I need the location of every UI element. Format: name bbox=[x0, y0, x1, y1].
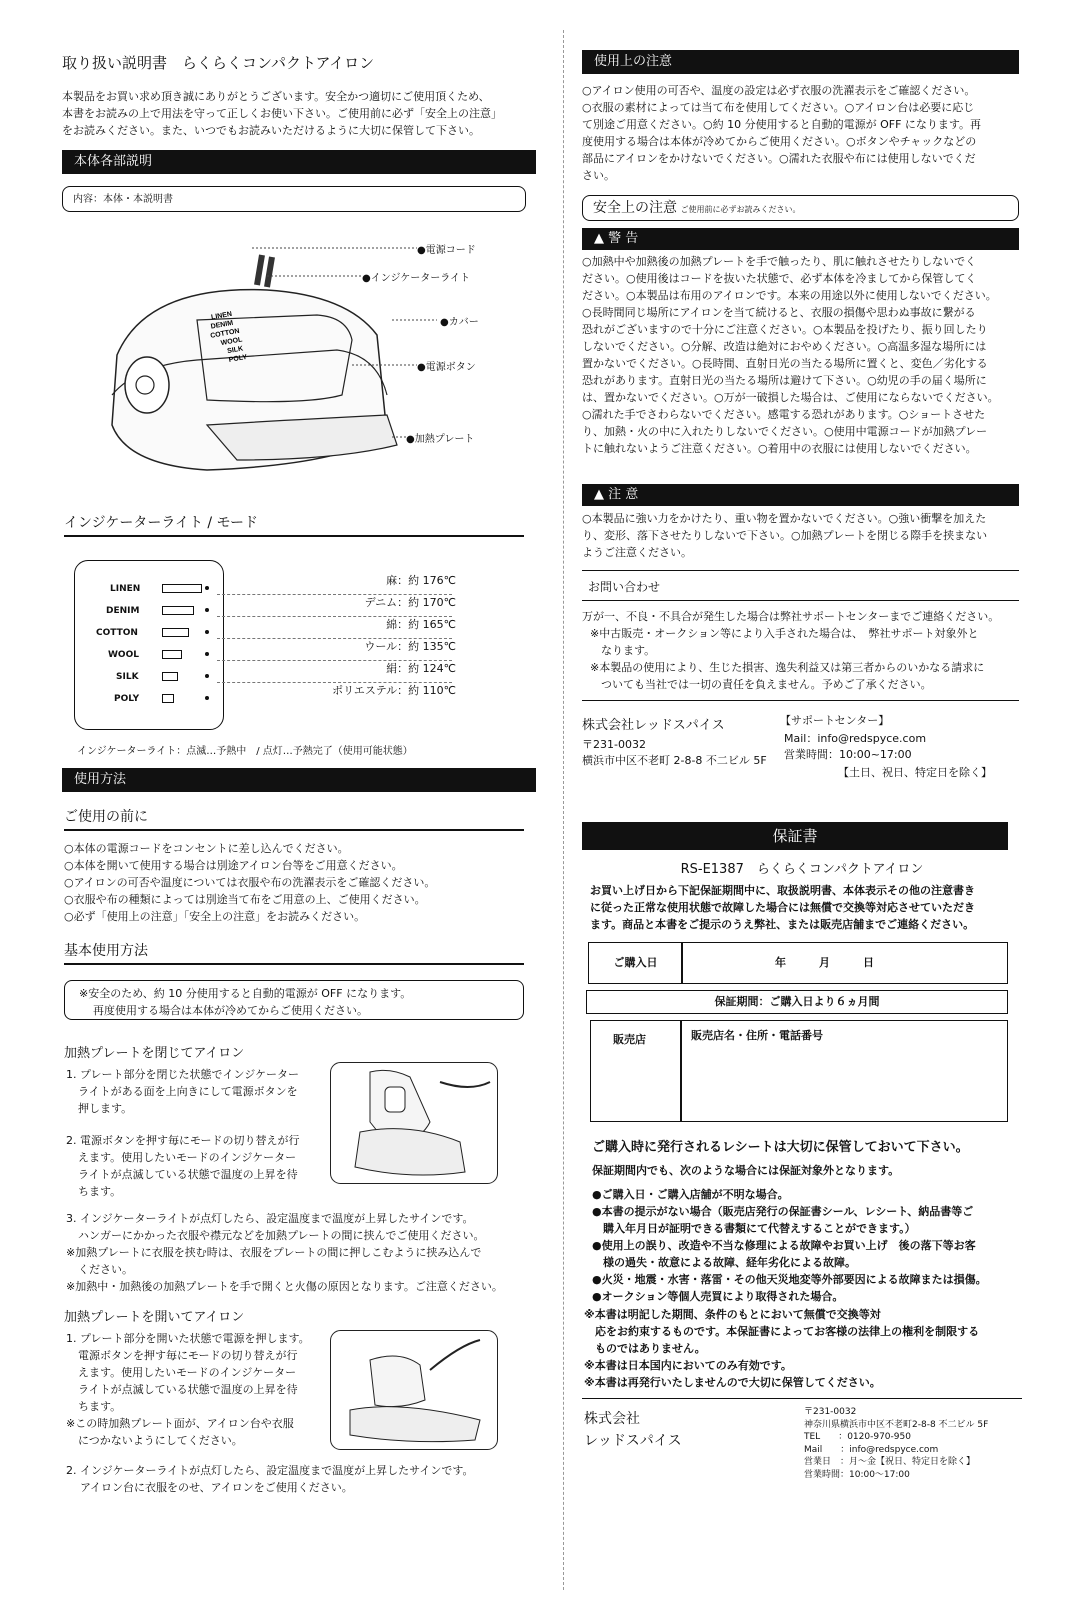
step-line: 3. インジケーターライトが点灯したら、設定温度まで温度が上昇したサインです。 bbox=[66, 1212, 474, 1225]
basic-note-line: 再度使用する場合は本体が冷めてからご使用ください。 bbox=[93, 1004, 368, 1017]
indicator-header: インジケーターライト / モード bbox=[64, 512, 524, 537]
text-line: しないでください。○分解、改造は絶対におやめください。○高温多湿な場所には bbox=[582, 340, 987, 353]
step-line: えます。使用したいモードのインジケーター bbox=[78, 1366, 297, 1379]
caution-text bbox=[582, 510, 1022, 561]
mode-name: COTTON bbox=[96, 628, 138, 638]
support-title: 【サポートセンター】 bbox=[780, 714, 890, 727]
exclusion-item: ●本書の提示がない場合（販売店発行の保証書シール、レシート、納品書等ご bbox=[592, 1205, 974, 1218]
text-line: トに触れないようご注意ください。○着用中の衣服には使用しないでください。 bbox=[582, 442, 977, 455]
exclusion-item: 購入年月日が証明できる書類にて代替えすることができます。） bbox=[592, 1222, 916, 1235]
mode-led bbox=[205, 630, 209, 634]
basic-use-note bbox=[64, 980, 524, 1020]
contact-header: お問い合わせ bbox=[588, 580, 661, 594]
closed-plate-illustration bbox=[330, 1062, 498, 1184]
mode-bar bbox=[162, 606, 194, 615]
warranty-company-2: レッドスパイス bbox=[584, 1433, 682, 1449]
warranty-notes bbox=[584, 1306, 1022, 1391]
text-line: に従った正常な使用状態で故障した場合には無償で交換等対応させていただき bbox=[590, 901, 975, 914]
label-power-cord: ●電源コード bbox=[417, 245, 476, 256]
contact-rule-bottom bbox=[582, 600, 1019, 601]
text-line: り、変形、落下させたりしないで下さい。○加熱プレートを閉じる際手を挟まない bbox=[582, 529, 988, 542]
note-line: ※本書は日本国内においてのみ有効です。 bbox=[584, 1359, 792, 1372]
info-line: 営業日 ：月〜金【祝日、特定日を除く】 bbox=[804, 1457, 976, 1467]
before-use-list bbox=[64, 840, 435, 925]
note-line: ものではありません。 bbox=[584, 1342, 706, 1355]
text-line: ようご注意ください。 bbox=[582, 546, 692, 559]
text-line: ます。商品と本書をご提示のうえ弊社、または販売店舗までご連絡ください。 bbox=[590, 918, 975, 931]
mode-name: DENIM bbox=[106, 606, 140, 616]
text-line: ○本製品に強い力をかけたり、重い物を置かないでください。○強い衝撃を加えた bbox=[582, 512, 987, 525]
exclusion-item: ●ご購入日・ご購入店舗が不明な場合。 bbox=[592, 1188, 789, 1201]
mode-name: LINEN bbox=[110, 584, 141, 594]
info-line: 神奈川県横浜市中区不老町2-8-8 不二ビル 5F bbox=[804, 1419, 989, 1430]
contact-rule-top bbox=[582, 570, 1019, 571]
exclusion-list bbox=[592, 1186, 1022, 1305]
contents-box: 内容：本体・本説明書 bbox=[62, 186, 526, 212]
safety-sub: ご使用前に必ずお読みください。 bbox=[680, 205, 801, 214]
mode-temp: デニム：約 170℃ bbox=[364, 596, 456, 609]
step-line: ライトがある面を上向きにして電源ボタンを bbox=[78, 1085, 298, 1098]
text-line: ○長時間同じ場所にアイロンを当て続けると、衣服の損傷や思わぬ事故に繋がる bbox=[582, 306, 976, 319]
step-line: ライトが点滅している状態で温度の上昇を待 bbox=[78, 1168, 298, 1181]
text-line: 恐れがあります。直射日光の当たる場所は避けて下さい。○幼児の手の届く場所に bbox=[582, 374, 987, 387]
step-line: えます。使用したいモードのインジケーター bbox=[78, 1151, 297, 1164]
warning-text bbox=[582, 253, 1022, 457]
before-use-item: ○必ず「使用上の注意」「安全上の注意」をお読みください。 bbox=[64, 910, 366, 923]
text-line: ※本製品の使用により、生じた損害、逸失利益又は第三者からのいかなる請求に bbox=[590, 661, 985, 674]
basic-note-line: ※安全のため、約 10 分使用すると自動的電源が OFF になります。 bbox=[79, 987, 412, 1000]
mode-bar bbox=[162, 672, 178, 681]
before-use-item: ○本体を開いて使用する場合は別途アイロン台等をご用意ください。 bbox=[64, 859, 403, 872]
note-line: ※本書は明記した期間、条件のもとにおいて無償で交換等対 bbox=[584, 1308, 881, 1321]
device-mode-label: DENIM bbox=[210, 319, 234, 331]
mode-temp: 絹：約 124℃ bbox=[386, 662, 456, 675]
caution-header: ▲ 注 意 bbox=[582, 484, 1019, 506]
warranty-header: 保証書 bbox=[582, 822, 1008, 850]
text-line: 恐れがございますので十分にご注意ください。○本製品を投げたり、振り回したり bbox=[582, 323, 988, 336]
step-line: 2. インジケーターライトが点灯したら、設定温度まで温度が上昇したサインです。 bbox=[66, 1464, 474, 1477]
mode-temp: ウール：約 135℃ bbox=[364, 640, 456, 653]
contact-postal: 〒231-0032 bbox=[582, 738, 646, 751]
period-cell bbox=[586, 990, 1008, 1014]
mode-row bbox=[62, 618, 532, 642]
step-line: 2. 電源ボタンを押す毎にモードの切り替えが行 bbox=[66, 1134, 300, 1147]
mode-temp: 綿：約 165℃ bbox=[386, 618, 456, 631]
open-plate-title: 加熱プレートを開いてアイロン bbox=[64, 1310, 245, 1325]
text-line: 部品にアイロンをかけないでください。○濡れた衣服や布には使用しないでくだ bbox=[582, 152, 976, 165]
shop-info: 販売店名・住所・電話番号 bbox=[691, 1029, 823, 1042]
mode-led bbox=[205, 674, 209, 678]
mode-temp: 麻：約 176℃ bbox=[386, 574, 456, 587]
device-mode-label: WOOL bbox=[220, 336, 243, 348]
text-line: ついても当社では一切の責任を負えません。予めご了承ください。 bbox=[590, 678, 932, 691]
warranty-model: RS-E1387 らくらくコンパクトアイロン bbox=[680, 862, 924, 877]
before-use-item: ○アイロンの可否や温度については衣服や布の洗濯表示をご確認ください。 bbox=[64, 876, 436, 889]
purchase-label-cell bbox=[588, 942, 683, 984]
mode-row bbox=[62, 574, 532, 598]
note-line: ※本書は再発行いたしませんので大切に保管してください。 bbox=[584, 1376, 881, 1389]
mode-bar bbox=[162, 650, 182, 659]
step-line: 押します。 bbox=[78, 1102, 133, 1115]
mode-name: POLY bbox=[114, 694, 140, 704]
purchase-date-cell[interactable] bbox=[681, 942, 1008, 984]
text-line: ○衣服の素材によっては当て布を使用してください。○アイロン台は必要に応じ bbox=[582, 101, 975, 114]
text-line: お買い上げ日から下記保証期間中に、取扱説明書、本体表示その他の注意書き bbox=[590, 884, 975, 897]
open-step-1 bbox=[66, 1330, 328, 1449]
usage-header: 使用方法 bbox=[62, 768, 536, 792]
label-cover: ●カバー bbox=[440, 317, 479, 328]
contact-company: 株式会社レッドスパイス bbox=[582, 718, 725, 733]
contact-rule bbox=[582, 700, 1019, 701]
step-line: ちます。 bbox=[78, 1400, 122, 1413]
step-line: アイロン台に衣服をのせ、アイロンをご使用ください。 bbox=[80, 1481, 353, 1494]
info-line: 営業時間：10:00〜17:00 bbox=[804, 1469, 910, 1480]
before-use-title: ご使用の前に bbox=[64, 806, 524, 831]
note-line: 応をお約束するものです。本保証書によってお客様の法律上の権利を制限する bbox=[584, 1325, 980, 1338]
support-hours: 営業時間：10:00~17:00 bbox=[784, 748, 912, 761]
warranty-rule bbox=[582, 1398, 1022, 1399]
intro-line: 本製品をお買い求め頂き誠にありがとうございます。安全かつ適切にご使用頂くため、 bbox=[62, 90, 490, 103]
purchase-label: ご購入日 bbox=[613, 956, 658, 969]
purchase-date: 年 月 日 bbox=[775, 956, 874, 969]
text-line: ○加熱中や加熱後の加熱プレートを手で触ったり、肌に触れさせたりしないでく bbox=[582, 255, 977, 268]
open-step-2 bbox=[66, 1462, 541, 1496]
mode-bar bbox=[162, 584, 202, 593]
mode-led bbox=[205, 608, 209, 612]
info-line: TEL ：0120-970-950 bbox=[804, 1432, 911, 1442]
warranty-intro bbox=[590, 882, 1022, 933]
indicator-note: インジケーターライト：点滅…予熱中 / 点灯…予熱完了（使用可能状態） bbox=[77, 746, 413, 757]
text-line: ※中古販売・オークション等により入手された場合は、 弊社サポート対象外と bbox=[590, 627, 979, 640]
step-line: ください。 bbox=[78, 1263, 133, 1276]
warranty-period: 保証期間：ご購入日より６ヵ月間 bbox=[714, 995, 880, 1008]
info-line: Mail ：info@redspyce.com bbox=[804, 1444, 939, 1455]
mode-led bbox=[205, 696, 209, 700]
parts-header: 本体各部説明 bbox=[62, 150, 536, 174]
text-line: ださい。○使用後はコードを抜いた状態で、必ず本体を冷ましてから保管してく bbox=[582, 272, 977, 285]
mode-row bbox=[62, 662, 532, 686]
step-line: ハンガーにかかった衣服や襟元などを加熱プレートの間に挟んでご使用ください。 bbox=[78, 1229, 485, 1242]
support-mail: Mail：info@redspyce.com bbox=[784, 732, 927, 745]
text-line: ○濡れた手でさわらないでください。感電する恐れがあります。○ショートさせた bbox=[582, 408, 986, 421]
text-line: ださい。○本製品は布用のアイロンです。本来の用途以外に使用しないでください。 bbox=[582, 289, 997, 302]
text-line: 置かないでください。○長時間、直射日光の当たる場所に置くと、変色／劣化する bbox=[582, 357, 988, 370]
text-line: は、置かないでください。○万が一破損した場合は、ご使用にならないでください。 bbox=[582, 391, 999, 404]
shop-info-cell[interactable] bbox=[680, 1020, 1008, 1122]
mode-row bbox=[62, 596, 532, 620]
step-line: ※加熱中・加熱後の加熱プレートを手で開くと火傷の原因となります。ご注意ください。 bbox=[66, 1280, 503, 1293]
mode-led bbox=[205, 586, 209, 590]
open-plate-illustration bbox=[330, 1330, 498, 1450]
mode-row bbox=[62, 684, 532, 708]
text-line: ○アイロン使用の可否や、温度の設定は必ず衣服の洗濯表示をご確認ください。 bbox=[582, 84, 976, 97]
mode-name: WOOL bbox=[108, 650, 139, 660]
text-line: 度使用する場合は本体が冷めてからご使用ください。○ボタンやチャックなどの bbox=[582, 135, 977, 148]
contact-address: 横浜市中区不老町 2-8-8 不二ビル 5F bbox=[582, 754, 767, 767]
intro-text bbox=[62, 88, 542, 139]
device-mode-label: SILK bbox=[226, 345, 244, 356]
exclusion-title: 保証期間内でも、次のような場合には保証対象外となります。 bbox=[592, 1164, 900, 1177]
warranty-company-info bbox=[804, 1406, 988, 1481]
exclusion-item: ●オークション等個人売買により取得された場合。 bbox=[592, 1290, 844, 1303]
page-title: 取り扱い説明書 らくらくコンパクトアイロン bbox=[62, 54, 375, 72]
column-divider bbox=[563, 30, 564, 1590]
text-line: 万が一、不良・不具合が発生した場合は弊社サポートセンターまでご連絡ください。 bbox=[582, 610, 1000, 623]
device-mode-label: COTTON bbox=[209, 327, 241, 340]
intro-line: 本書をお読みの上で用法を守って正しくお使い下さい。ご使用前に必ず「安全上の注意」 bbox=[62, 107, 502, 120]
mode-bar bbox=[162, 694, 174, 703]
before-use-item: ○本体の電源コードをコンセントに差し込んでください。 bbox=[64, 842, 349, 855]
intro-line: をお読みください。また、いつでもお読みいただけるように大切に保管して下さい。 bbox=[62, 124, 480, 137]
step-line: につかないようにしてください。 bbox=[78, 1434, 243, 1447]
exclusion-item: ●火災・地震・水害・落雷・その他天災地変等外部要因による故障または損傷。 bbox=[592, 1273, 987, 1286]
label-heating-plate: ●加熱プレート bbox=[406, 434, 475, 445]
mode-name: SILK bbox=[116, 672, 139, 682]
step-line: ※加熱プレートに衣服を挟む時は、衣服をプレートの間に押しこむように挟み込んで bbox=[66, 1246, 482, 1259]
closed-plate-title: 加熱プレートを閉じてアイロン bbox=[64, 1046, 245, 1061]
before-use-item: ○衣服や布の種類によっては別途当て布をご用意の上、ご使用ください。 bbox=[64, 893, 426, 906]
step-line: ※この時加熱プレート面が、アイロン台や衣服 bbox=[66, 1417, 294, 1430]
step-line: ちます。 bbox=[78, 1185, 122, 1198]
device-mode-label: POLY bbox=[228, 353, 248, 364]
text-line: さい。 bbox=[582, 169, 615, 182]
closed-step-3 bbox=[66, 1210, 541, 1295]
step-line: 1. プレート部分を開いた状態で電源を押します。 bbox=[66, 1332, 310, 1345]
closed-step-2 bbox=[66, 1132, 326, 1200]
contact-text bbox=[582, 608, 1022, 693]
warning-header: ▲ 警 告 bbox=[582, 228, 1019, 250]
text-line: なります。 bbox=[590, 644, 656, 657]
caution-use-header: 使用上の注意 bbox=[582, 50, 1019, 74]
mode-bar bbox=[162, 628, 189, 637]
mode-temp: ポリエステル：約 110℃ bbox=[332, 684, 456, 697]
info-line: 〒231-0032 bbox=[804, 1407, 857, 1417]
shop-label: 販売店 bbox=[613, 1033, 646, 1046]
closed-step-1 bbox=[66, 1066, 326, 1117]
label-indicator-light: ●インジケーターライト bbox=[362, 273, 470, 284]
support-holidays: 【土日、祝日、特定日を除く】 bbox=[838, 766, 992, 779]
safety-header: 安全上の注意 bbox=[593, 200, 677, 216]
text-line: り、加熱・火の中に入れたりしないでください。○使用中電源コードが加熱プレー bbox=[582, 425, 988, 438]
shop-label-cell bbox=[590, 1020, 682, 1122]
text-line: て別途ご用意ください。○約 10 分使用すると自動的電源が OFF になります。再 bbox=[582, 118, 982, 131]
exclusion-item: ●使用上の誤り、改造や不当な修理による故障やお買い上げ 後の落下等お客 bbox=[592, 1239, 976, 1252]
warranty-company-1: 株式会社 bbox=[584, 1411, 640, 1427]
mode-led bbox=[205, 652, 209, 656]
basic-use-title: 基本使用方法 bbox=[64, 940, 524, 965]
label-power-button: ●電源ボタン bbox=[417, 362, 476, 373]
device-mode-label: LINEN bbox=[210, 310, 233, 322]
caution-use-text bbox=[582, 82, 1022, 184]
receipt-note: ご購入時に発行されるレシートは大切に保管しておいて下さい。 bbox=[592, 1140, 969, 1155]
step-line: ライトが点滅している状態で温度の上昇を待 bbox=[78, 1383, 298, 1396]
mode-list bbox=[62, 574, 532, 704]
mode-row bbox=[62, 640, 532, 664]
exclusion-item: 様の過失・故意による故障、経年劣化による故障。 bbox=[592, 1256, 856, 1269]
step-line: 電源ボタンを押す毎にモードの切り替えが行 bbox=[78, 1349, 298, 1362]
safety-header-box bbox=[582, 195, 1019, 221]
step-line: 1. プレート部分を閉じた状態でインジケーター bbox=[66, 1068, 300, 1081]
